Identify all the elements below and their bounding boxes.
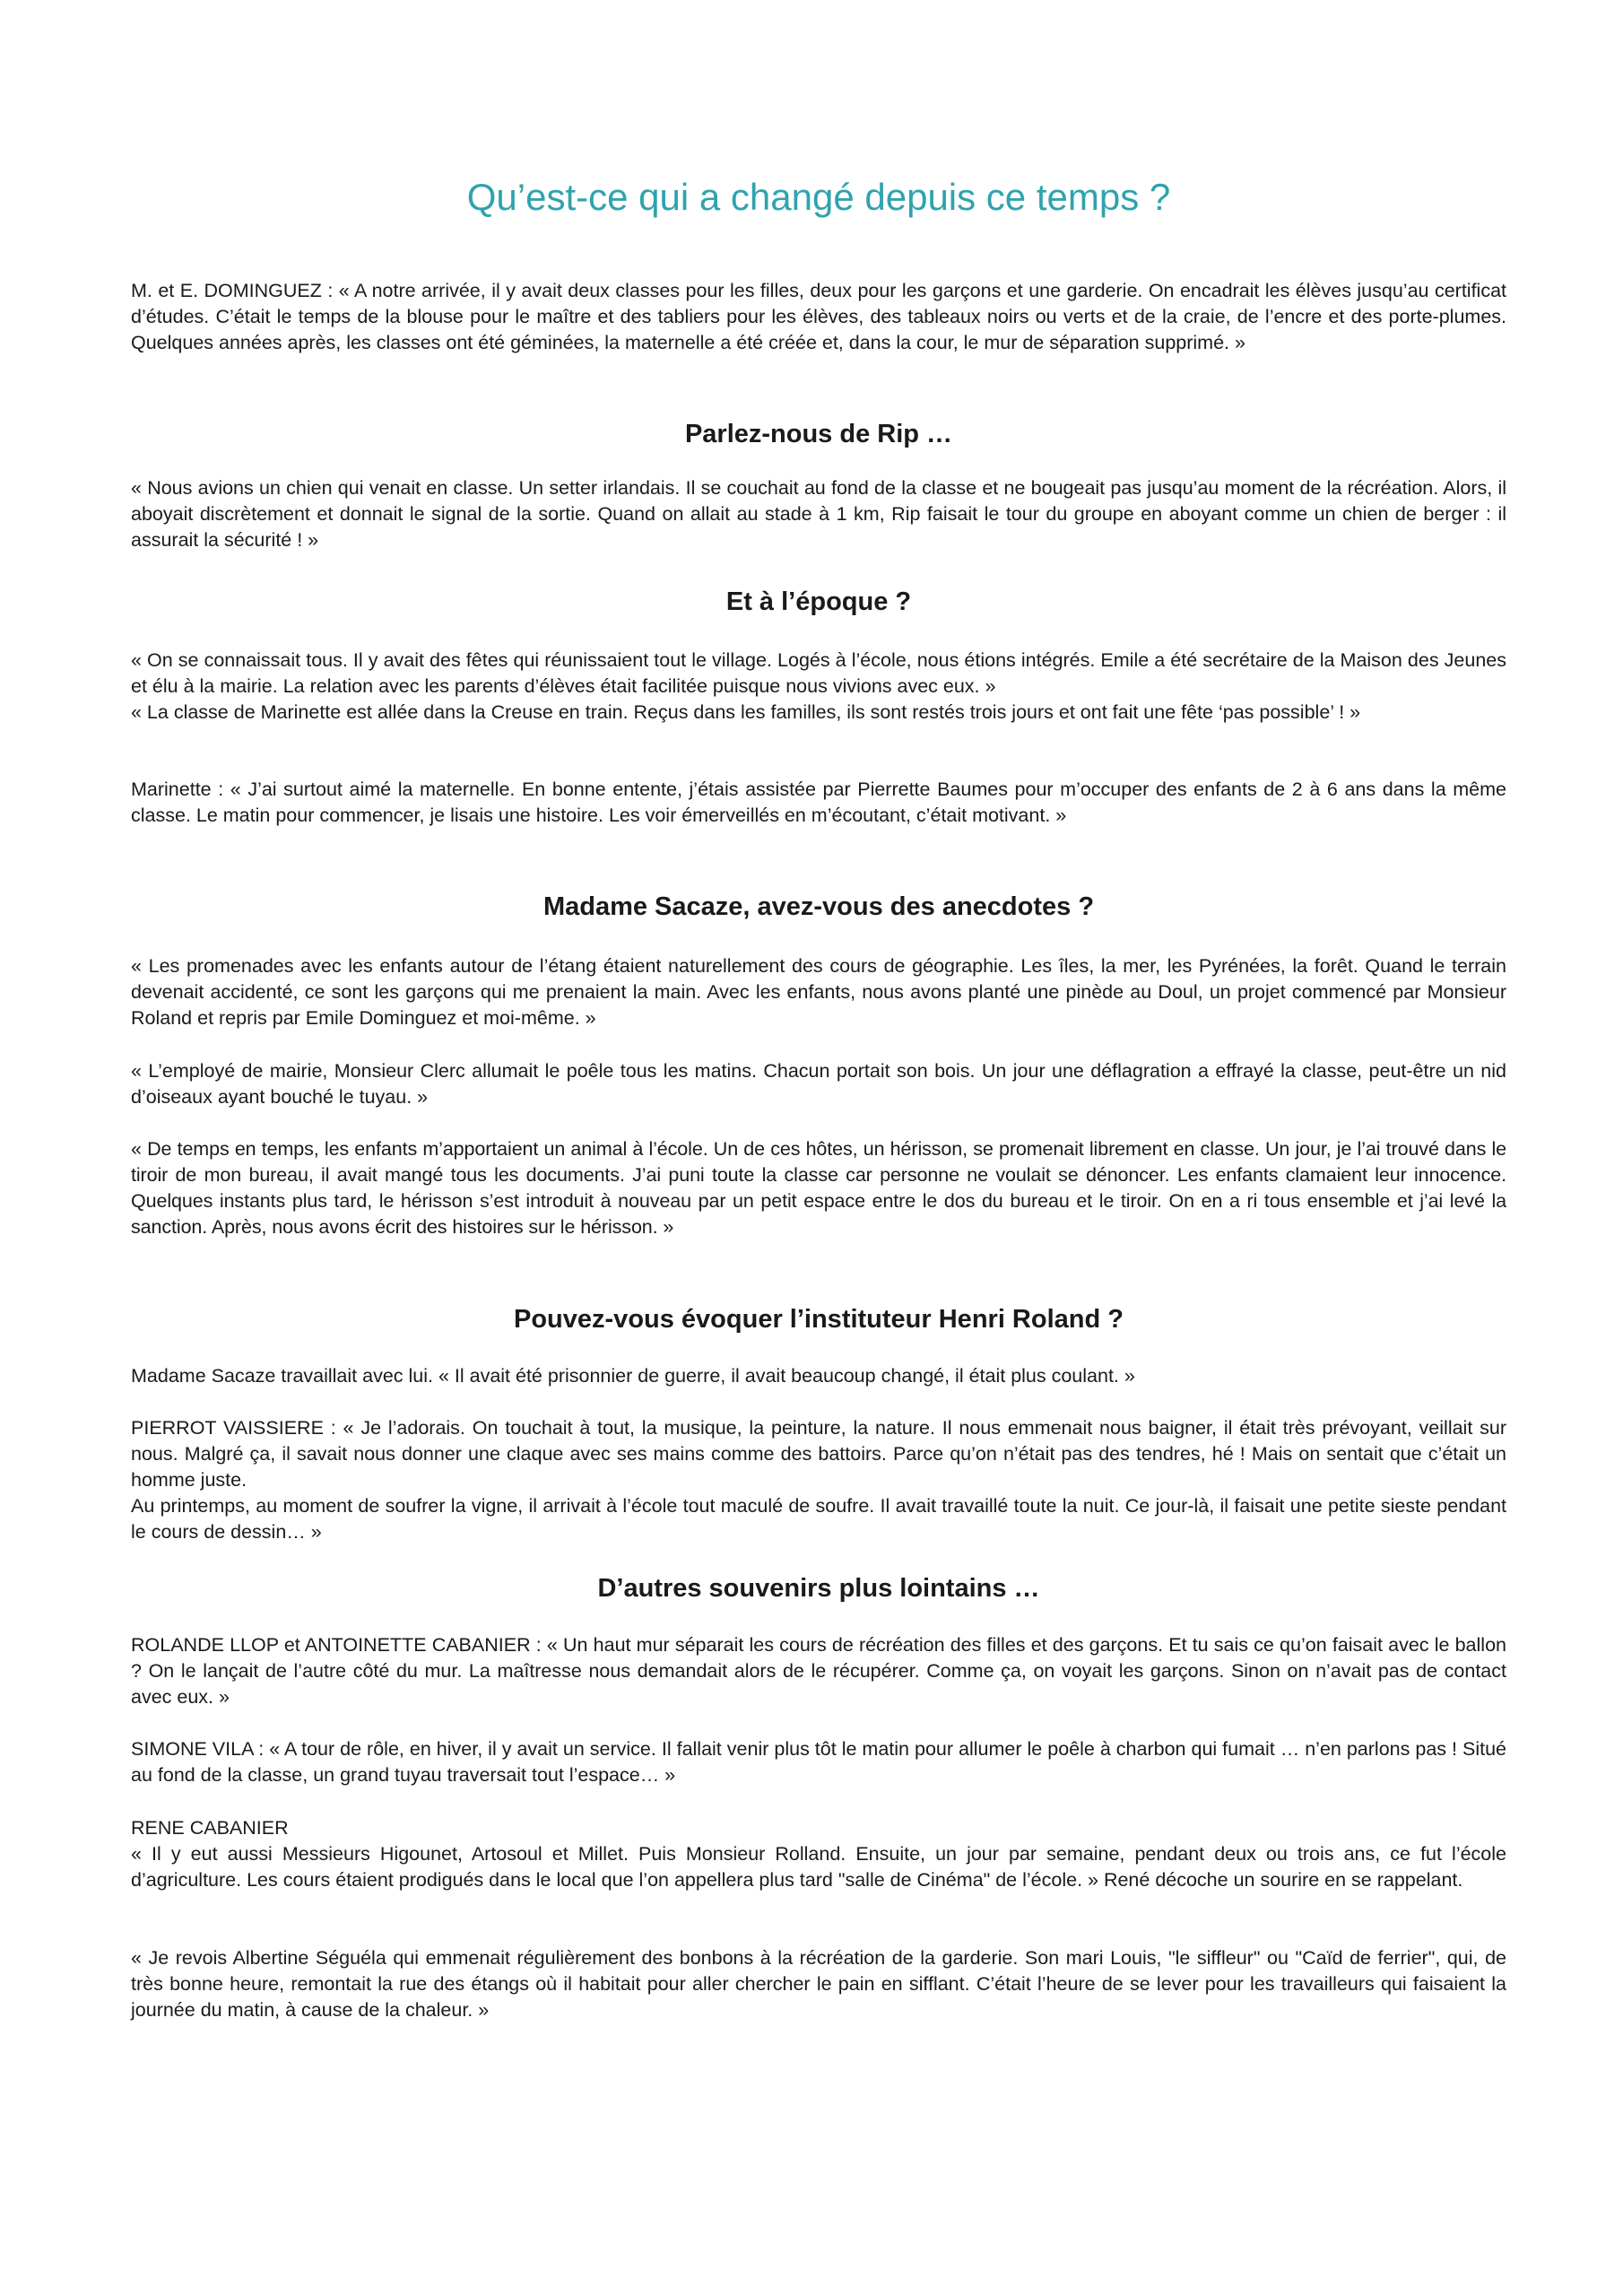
souvenirs-paragraph-3: « Il y eut aussi Messieurs Higounet, Artosoul et Millet. Puis Monsieur Rolland. Ensuite, un jour par semaine, pendant deux ou trois ans, ce fut l’école d’agriculture. Les cours étaient prodigués dans le local que l’on appellera plus tard "salle de Cinéma" de l’école. » René décoche un sourire en se rappelant. — [131, 1843, 1506, 1891]
roland-paragraph-2b: Au printemps, au moment de soufrer la vigne, il arrivait à l’école tout maculé de soufre. Il avait travaillé toute la nuit. Ce jour-là, il faisait une petite sieste pendant le cours de dessin… » — [131, 1495, 1506, 1543]
roland-paragraph-1: Madame Sacaze travaillait avec lui. « Il avait été prisonnier de guerre, il avait beaucoup changé, il était plus coulant. » — [131, 1365, 1135, 1387]
intro-paragraph: M. et E. DOMINGUEZ : « A notre arrivée, il y avait deux classes pour les filles, deux pour les garçons et une garderie. On encadrait les élèves jusqu’au certificat d’études. C’était le temps de la blouse pour le maître et des tabliers pour les élèves, des tableaux noirs ou verts et de la craie, de l’encre et des porte-plumes. Quelques années après, les classes ont été géminées, la maternelle a été créée et, dans la cour, le mur de séparation supprimé. » — [131, 280, 1506, 353]
souvenirs-paragraph-1: ROLANDE LLOP et ANTOINETTE CABANIER : « Un haut mur séparait les cours de récréation des filles et des garçons. Et tu sais ce qu’on faisait avec le ballon ? On le lançait de l’autre côté du mur. La maîtresse nous demandait alors de le récupérer. Comme ça, on voyait les garçons. Sinon on n’avait pas de contact avec eux. » — [131, 1634, 1506, 1708]
rip-paragraph: « Nous avions un chien qui venait en classe. Un setter irlandais. Il se couchait au fond de la classe et ne bougeait pas jusqu’au moment de la récréation. Alors, il aboyait discrètement et donnait le signal de la sortie. Quand on allait au stade à 1 km, Rip faisait le tour du groupe en aboyant comme un chien de berger : il assurait la sécurité ! » — [131, 477, 1506, 551]
heading-epoque: Et à l’époque ? — [725, 587, 912, 616]
epoque-paragraph-1a: « On se connaissait tous. Il y avait des fêtes qui réunissaient tout le village. Logés à l’école, nous étions intégrés. Emile a été secrétaire de la Maison des Jeunes et élu à la mairie. La relation avec les parents d’élèves était facilitée puisque nous vivions avec eux. » — [131, 649, 1506, 697]
heading-roland: Pouvez-vous évoquer l’instituteur Henri Roland ? — [514, 1305, 1124, 1334]
heading-souvenirs: D’autres souvenirs plus lointains … — [597, 1574, 1040, 1603]
epoque-paragraph-2: Marinette : « J’ai surtout aimé la maternelle. En bonne entente, j’étais assistée par Pierrette Baumes pour m’occuper des enfants de 2 à 6 ans dans la même classe. Le matin pour commencer, je lisais une histoire. Les voir émerveillés en m’écoutant, c’était motivant. » — [131, 778, 1506, 826]
souvenirs-paragraph-2: SIMONE VILA : « A tour de rôle, en hiver, il y avait un service. Il fallait venir plus tôt le matin pour allumer le poêle à charbon qui fumait … n’en parlons pas ! Situé au fond de la classe, un grand tuyau traversait tout l’espace… » — [131, 1738, 1506, 1786]
sacaze-paragraph-3: « De temps en temps, les enfants m’apportaient un animal à l’école. Un de ces hôtes, un hérisson, se promenait librement en classe. Un jour, je l’ai trouvé dans le tiroir de mon bureau, il avait mangé tous les documents. J’ai puni toute la classe car personne ne voulait se dénoncer. Les enfants clamaient leur innocence. Quelques instants plus tard, le hérisson s’est introduit à nouveau par un petit espace entre le dos du bureau et le tiroir. On en a ri tous ensemble et j’ai levé la sanction. Après, nous avons écrit des histoires sur le hérisson. » — [131, 1138, 1506, 1238]
page-title: Qu’est-ce qui a changé depuis ce temps ? — [466, 176, 1171, 218]
souvenirs-name-rene: RENE CABANIER — [131, 1817, 289, 1839]
sacaze-paragraph-2: « L’employé de mairie, Monsieur Clerc allumait le poêle tous les matins. Chacun portait son bois. Un jour une déflagration a effrayé la classe, peut-être un nid d’oiseaux ayant bouché le tuyau. » — [131, 1060, 1506, 1108]
roland-paragraph-2a: PIERROT VAISSIERE : « Je l’adorais. On touchait à tout, la musique, la peinture, la nature. Il nous emmenait nous baigner, il était très prévoyant, veillait sur nous. Malgré ça, il savait nous donner une claque avec ses mains comme des battoirs. Parce qu’on n’était pas des tendres, hé ! Mais on sentait que c’était un homme juste. — [131, 1417, 1506, 1491]
heading-rip: Parlez-nous de Rip … — [684, 420, 953, 448]
heading-sacaze: Madame Sacaze, avez-vous des anecdotes ? — [542, 892, 1095, 921]
souvenirs-paragraph-4: « Je revois Albertine Séguéla qui emmenait régulièrement des bonbons à la récréation de la garderie. Son mari Louis, "le siffleur" ou "Caïd de ferrier", qui, de très bonne heure, remontait la rue des étangs où il habitait pour aller chercher le pain en sifflant. C’était l’heure de se lever pour les travailleurs qui faisaient la journée du matin, à cause de la chaleur. » — [131, 1947, 1506, 2021]
epoque-paragraph-1b: « La classe de Marinette est allée dans la Creuse en train. Reçus dans les familles, ils sont restés trois jours et ont fait une fête ‘pas possible’ ! » — [131, 701, 1361, 723]
sacaze-paragraph-1: « Les promenades avec les enfants autour de l’étang étaient naturellement des cours de géographie. Les îles, la mer, les Pyrénées, la forêt. Quand le terrain devenait accidenté, ce sont les garçons qui me prenaient la main. Avec les enfants, nous avons planté une pinède au Doul, un projet commencé par Monsieur Roland et repris par Emile Dominguez et moi-même. » — [131, 955, 1506, 1029]
